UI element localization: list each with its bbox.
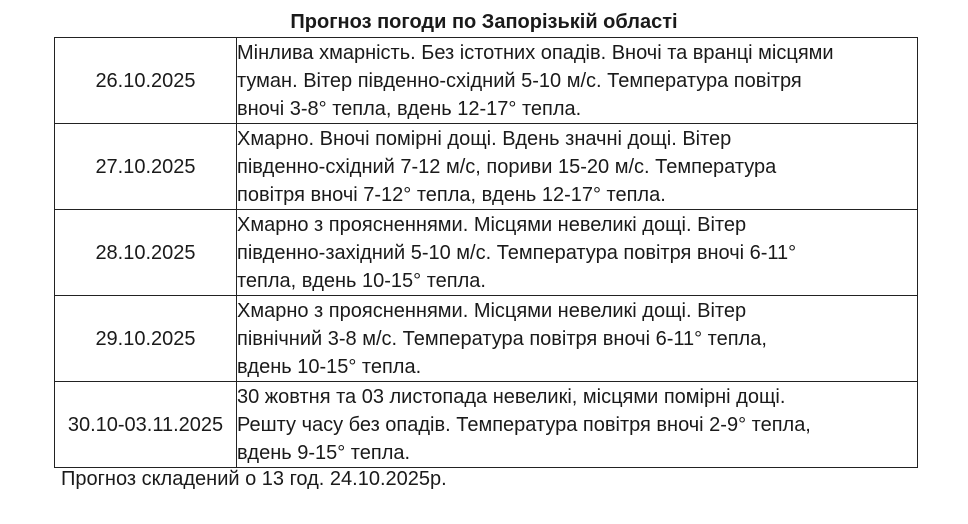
document-title: Прогноз погоди по Запорізькій області: [290, 11, 678, 33]
forecast-description-cell: [237, 38, 918, 124]
table-row: [55, 296, 918, 382]
forecast-description: Хмарно. Вночі помірні дощі. Вдень значні дощі. Вітер південно-східний 7-12 м/с, пориви 15-20 м/с. Температура повітря вночі 7-12° тепла, вдень 12-17° тепла.: [237, 127, 777, 206]
table-row: [55, 38, 918, 124]
table-row: [55, 210, 918, 296]
forecast-description: 30 жовтня та 03 листопада невеликі, місцями помірні дощі. Решту часу без опадів. Температура повітря вночі 2-9° тепла, вдень 9-15° тепла.: [237, 385, 811, 464]
forecast-table: [54, 37, 918, 468]
table-row: [55, 124, 918, 210]
forecast-description-cell: [237, 124, 918, 210]
forecast-date: 29.10.2025: [55, 296, 237, 382]
table-row: [55, 382, 918, 468]
forecast-description: Мінлива хмарність. Без істотних опадів. Вночі та вранці місцями туман. Вітер південно-східний 5-10 м/с. Температура повітря вночі 3-8° тепла, вдень 12-17° тепла.: [237, 41, 834, 120]
forecast-date: 26.10.2025: [55, 38, 237, 124]
forecast-description-cell: [237, 296, 918, 382]
forecast-date: 27.10.2025: [55, 124, 237, 210]
forecast-date: 30.10-03.11.2025: [55, 382, 237, 468]
forecast-description-cell: [237, 210, 918, 296]
forecast-description: Хмарно з проясненнями. Місцями невеликі дощі. Вітер північний 3-8 м/с. Температура повітря вночі 6-11° тепла, вдень 10-15° тепла.: [237, 299, 767, 378]
forecast-footer-note: Прогноз складений о 13 год. 24.10.2025р.: [61, 468, 447, 490]
forecast-description: Хмарно з проясненнями. Місцями невеликі дощі. Вітер південно-західний 5-10 м/с. Температура повітря вночі 6-11° тепла, вдень 10-15° тепла.: [237, 213, 797, 292]
forecast-description-cell: [237, 382, 918, 468]
forecast-date: 28.10.2025: [55, 210, 237, 296]
